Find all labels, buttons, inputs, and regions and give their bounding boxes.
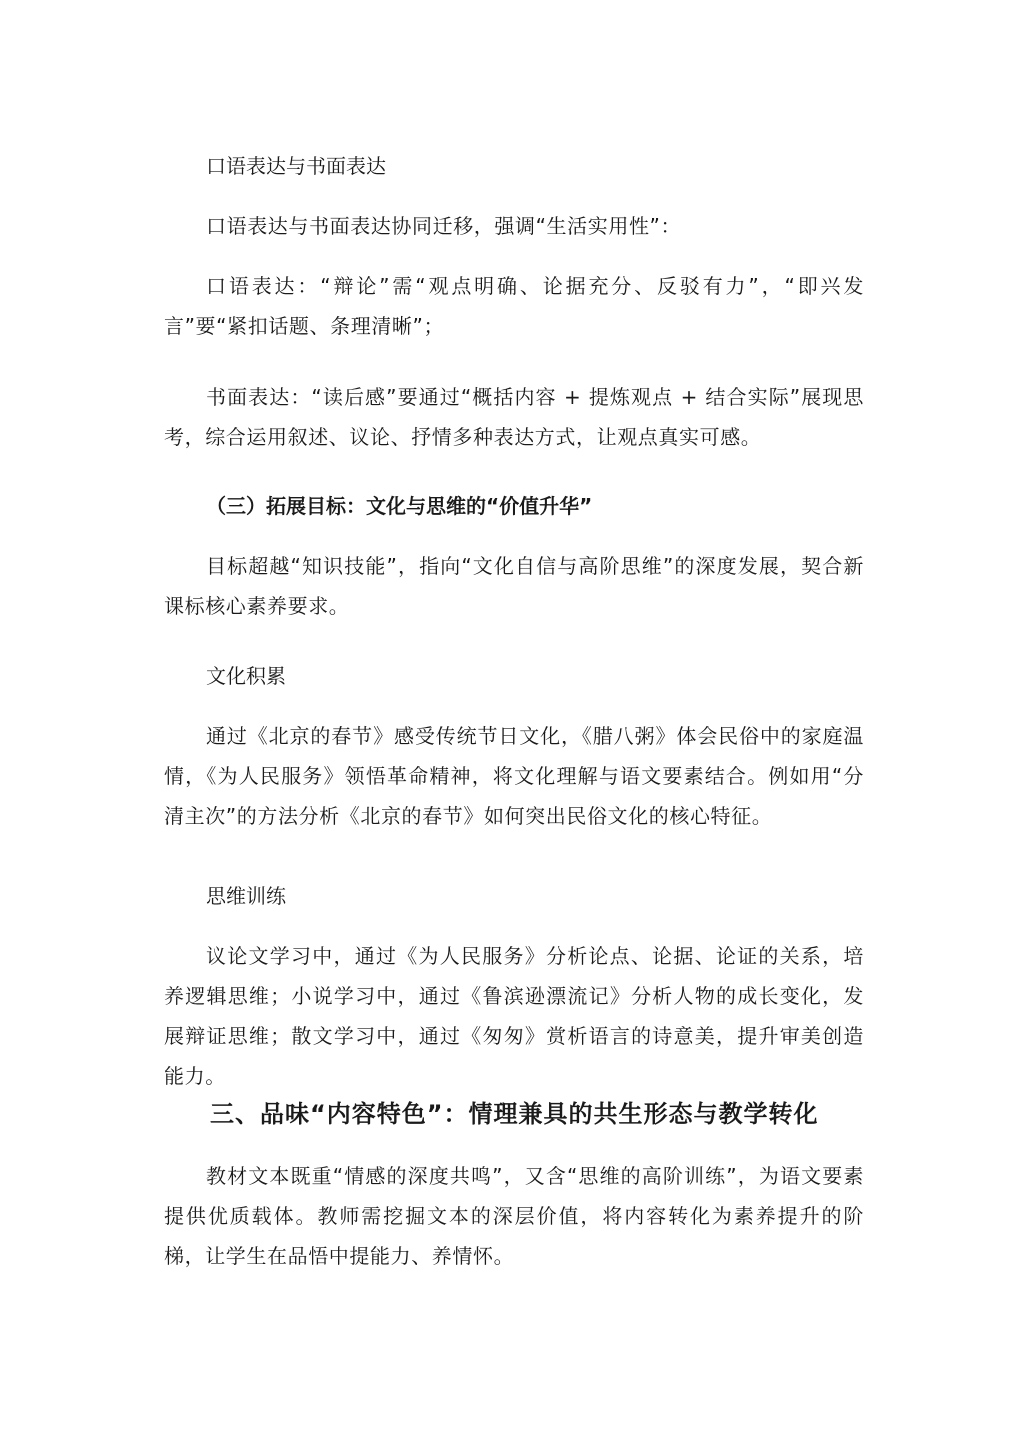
paragraph-content-features: 教材文本既重“情感的深度共鸣”，又含“思维的高阶训练”，为语文要素提供优质载体。教师需挖掘文本的深层价值，将内容转化为素养提升的阶梯，让学生在品悟中提能力、养情怀。	[164, 1164, 864, 1268]
paragraph-thinking: 议论文学习中，通过《为人民服务》分析论点、论据、论证的关系，培养逻辑思维；小说学习中，通过《鲁滨逊漂流记》分析人物的成长变化，发展辩证思维；散文学习中，通过《匆匆》赏析语言的诗意美，提升审美创造能力。	[164, 944, 864, 1088]
section-heading-3: 三、品味“内容特色”：情理兼具的共生形态与教学转化	[210, 1100, 819, 1128]
label-oral-written-expression: 口语表达与书面表达	[206, 154, 386, 178]
paragraph-oral-expression: 口语表达：“辩论”需“观点明确、论据充分、反驳有力”，“即兴发言”要“紧扣话题、条理清晰”；	[164, 274, 864, 338]
paragraph-written-expression: 书面表达：“读后感”要通过“概括内容 + 提炼观点 + 结合实际”展现思考，综合运用叙述、议论、抒情多种表达方式，让观点真实可感。	[164, 385, 864, 449]
paragraph-expression-intro: 口语表达与书面表达协同迁移，强调“生活实用性”：	[206, 214, 682, 238]
paragraph-goal: 目标超越“知识技能”，指向“文化自信与高阶思维”的深度发展，契合新课标核心素养要求。	[164, 554, 864, 618]
label-culture-accumulation: 文化积累	[206, 664, 286, 688]
label-thinking-training: 思维训练	[206, 884, 286, 908]
subheading-extension-goal: （三）拓展目标：文化与思维的“价值升华”	[206, 494, 593, 518]
paragraph-culture: 通过《北京的春节》感受传统节日文化，《腊八粥》体会民俗中的家庭温情，《为人民服务》领悟革命精神，将文化理解与语文要素结合。例如用“分清主次”的方法分析《北京的春节》如何突出民俗文化的核心特征。	[164, 724, 864, 828]
